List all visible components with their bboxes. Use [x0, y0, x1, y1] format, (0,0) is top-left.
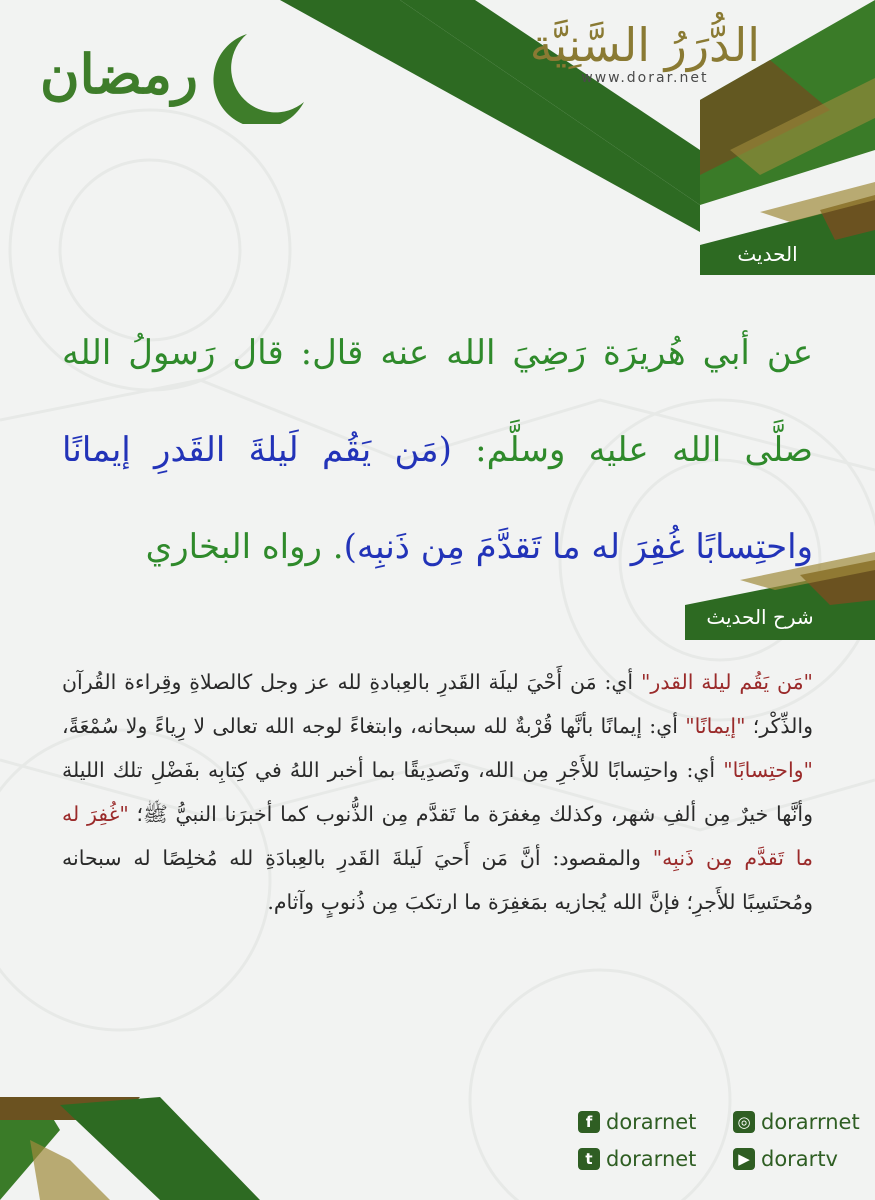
sharh-text-3: أي: واحتِسابًا للأَجْرِ مِن الله، وتَصدِيقًا بما أخبر اللهُ في كِتابِه بفَضْلِ تلك الليلة وأنَّها خيرٌ مِن ألفِ شهر، وكذلك مِغفرَة ما تَقدَّم مِن الذُّنوب كما أخبرَنا النبيُّ ﷺ؛ [62, 758, 813, 826]
hadith-source: . رواه البخاري [145, 527, 344, 567]
hadith-text [62, 305, 813, 596]
hadith-quote: (مَن يَقُم لَيلةَ القَدرِ إيمانًا واحتِسابًا غُفِرَ له ما تَقدَّمَ مِن ذَنبِه) [62, 430, 813, 567]
sharh-text-1: أي: مَن أَحْيَ ليلَة القَدرِ بالعِبادةِ لله عز وجل كالصلاةِ وقِراءة القُرآن والذِّكْر؛ [62, 670, 813, 738]
sharh-text-2: أي: إيمانًا بأنَّها قُرْبةٌ لله سبحانه، وابتغاءً لوجه الله تعالى لا رِياءً ولا سُمْعَةً، [62, 714, 686, 738]
hadith-intro: عن أبي هُريرَة رَضِيَ الله عنه قال: قال رَسولُ الله صلَّى الله عليه وسلَّم: [62, 333, 814, 470]
instagram-link[interactable] [733, 1110, 860, 1134]
logo-text: الدُّرَرُ السَّنِيَّة [529, 18, 760, 72]
facebook-link[interactable] [578, 1110, 696, 1134]
ramadan-title: رمضان [40, 42, 198, 106]
logo-url: www.dorar.net [581, 70, 709, 86]
sharh-quote-1: "مَن يَقُم ليلة القدر" [640, 670, 813, 694]
youtube-handle: dorartv [761, 1147, 838, 1171]
twitter-handle: dorarnet [606, 1147, 697, 1171]
twitter-link[interactable] [578, 1147, 696, 1171]
youtube-icon: ▶ [733, 1148, 755, 1170]
facebook-handle: dorarnet [606, 1110, 697, 1134]
instagram-handle: dorarrnet [761, 1110, 860, 1134]
youtube-link[interactable] [733, 1147, 838, 1171]
hadith-label: الحديث [737, 242, 798, 266]
instagram-icon: ◎ [733, 1111, 755, 1133]
sharh-quote-3: "واحتِسابًا" [723, 758, 813, 782]
twitter-icon: t [578, 1148, 600, 1170]
sharh-quote-2: "إيمانًا" [685, 714, 746, 738]
logo [529, 18, 760, 86]
facebook-icon: f [578, 1111, 600, 1133]
sharh-quote-4: "غُفِرَ له ما تَقدَّم مِن ذَنبِه" [62, 802, 813, 870]
sharh-label: شرح الحديث [706, 605, 814, 629]
sharh-text [62, 660, 813, 924]
sharh-text-4: والمقصود: أنَّ مَن أَحيَ لَيلةَ القَدرِ بالعِبادَةِ لله مُخلِصًا له سبحانه ومُحتَسِبًا للأَجرِ؛ فإنَّ الله يُجازيه بمَغفِرَة ما ارتكبَ مِن ذُنوبٍ وآثام. [62, 846, 813, 914]
